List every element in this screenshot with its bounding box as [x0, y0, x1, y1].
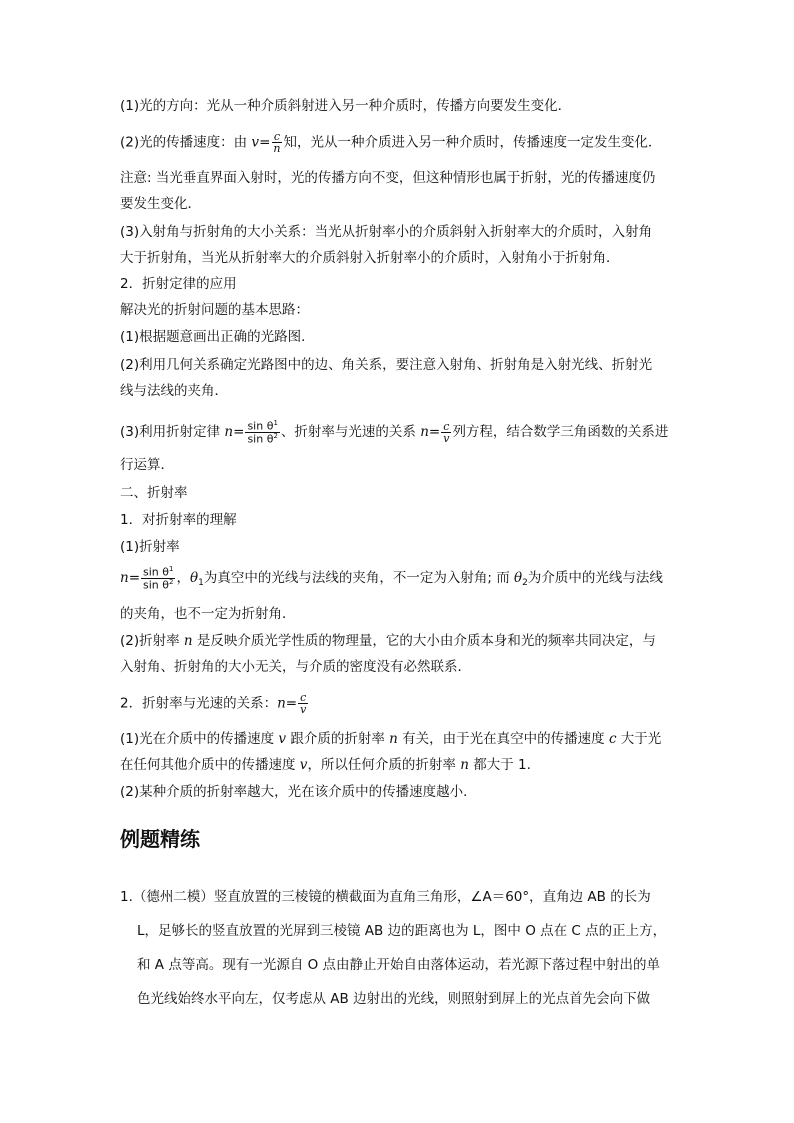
var-v: v: [299, 757, 308, 773]
num-sup: 1: [273, 419, 278, 427]
num-text: sin θ: [143, 565, 170, 579]
subscript: 1: [198, 578, 204, 589]
formula-line2: 的夹角，也不一定为折射角．: [120, 606, 296, 622]
equals: =: [285, 695, 298, 712]
denominator: [245, 433, 279, 445]
step-2-line2: 线与法线的夹角．: [120, 383, 228, 399]
den-text: sin θ: [247, 432, 274, 446]
text: ，所以任何介质的折射率: [307, 757, 461, 773]
num-text: sin θ: [247, 419, 274, 433]
step-2-line1: (2)利用几何关系确定光路图中的边、角关系，要注意入射角、折射角是入射光线、折射光: [120, 357, 653, 373]
formula-refractive-index: [120, 566, 794, 593]
equals: =: [128, 570, 141, 587]
denominator: [141, 579, 175, 591]
examples-heading: 例题精练: [120, 827, 200, 851]
text: (3)利用折射定律: [120, 424, 225, 441]
text: (2)光的传播速度：由: [120, 134, 252, 151]
question-1-line2: L，足够长的竖直放置的光屏到三棱镜 AB 边的距离也为 L，图中 O 点在 C 点的正上方，: [137, 923, 667, 939]
equals: =: [259, 134, 271, 151]
equals: =: [428, 424, 441, 441]
text: 为真空中的光线与法线的夹角，不一定为入射角; 而: [203, 570, 514, 587]
denominator: v: [443, 431, 450, 445]
text: 为介质中的光线与法线: [527, 570, 663, 587]
text: 在任何其他介质中的传播速度: [120, 757, 300, 773]
paragraph-light-direction: (1)光的方向：光从一种介质斜射进入另一种介质时，传播方向要发生变化．: [120, 98, 572, 114]
text: 跟介质的折射率: [286, 731, 390, 747]
paragraph-note-line2: 要发生变化．: [120, 196, 201, 212]
fraction-sin-ratio: [245, 420, 279, 444]
var-theta2: θ: [514, 570, 523, 587]
text: (2)折射率: [120, 633, 184, 649]
text: 2．折射率与光速的关系：: [120, 695, 278, 712]
paragraph-intro: 解决光的折射问题的基本思路：: [120, 302, 309, 318]
paragraph-angle-line1: (3)入射角与折射角的大小关系：当光从折射率小的介质斜射入折射率大的介质时，入射角: [120, 224, 653, 240]
question-1-line1: 1.（德州二模）竖直放置的三棱镜的横截面为直角三角形，∠A＝60°，直角边 AB 的长为: [120, 889, 651, 905]
question-1-line4: 色光线始终水平向左，仅考虑从 AB 边射出的光线，则照射到屏上的光点首先会向下做: [137, 991, 651, 1007]
text: ，: [176, 570, 190, 587]
question-1-line3: 和 A 点等高。现有一光源自 O 点由静止开始自由落体运动，若光源下落过程中射出的单: [137, 957, 661, 973]
var-v: v: [278, 731, 287, 747]
item-2-line1: [120, 631, 794, 651]
var-n: n: [389, 731, 398, 747]
subscript: 2: [522, 578, 528, 589]
fraction-sin-ratio: [141, 566, 175, 590]
denominator: v: [300, 703, 307, 716]
var-n: n: [460, 757, 469, 773]
paragraph-note-line1: 注意: 当光垂直界面入射时，光的传播方向不变，但这种情形也属于折射，光的传播速度仍: [120, 170, 656, 186]
step-1: (1)根据题意画出正确的光路图．: [120, 329, 315, 345]
var-c: c: [608, 731, 617, 747]
fraction-c-over-v: [298, 692, 308, 715]
den-sup: 2: [273, 431, 278, 440]
text: (1)光在介质中的传播速度: [120, 731, 279, 747]
equals: =: [233, 424, 245, 441]
num-sup: 1: [169, 565, 174, 573]
text: 大于光: [616, 731, 662, 747]
var-v: v: [251, 134, 260, 151]
speed-item-1-line2: [120, 755, 794, 775]
paragraph-angle-line2: 大于折射角，当光从折射率大的介质斜射入折射率小的介质时，入射角小于折射角．: [120, 250, 620, 266]
text: 是反映介质光学性质的物理量，它的大小由介质本身和光的频率共同决定，与: [192, 633, 656, 649]
text: 知，光从一种介质进入另一种介质时，传播速度一定发生变化．: [283, 134, 662, 151]
speed-item-2: (2)某种介质的折射率越大，光在该介质中的传播速度越小．: [120, 784, 477, 800]
text: 、折射率与光速的关系: [280, 424, 421, 441]
var-n: n: [120, 570, 129, 587]
var-n: n: [224, 424, 234, 441]
denominator: n: [273, 142, 281, 155]
part-title-refractive-index: 二、折射率: [120, 485, 188, 501]
item-refractive-index: (1)折射率: [120, 539, 180, 555]
var-n: n: [183, 633, 193, 649]
step-3-line2: 行运算．: [120, 457, 174, 473]
speed-item-1-line1: [120, 729, 794, 749]
subsection-speed-relation: [120, 692, 794, 715]
numerator: c: [300, 691, 307, 704]
text: 都大于 1.: [468, 757, 531, 773]
var-n: n: [420, 424, 429, 441]
fraction-c-over-v: [441, 421, 451, 444]
step-3-line1: [120, 420, 794, 444]
text: 有关，由于光在真空中的传播速度: [397, 731, 609, 747]
subsection-understanding: 1．对折射率的理解: [120, 512, 237, 528]
den-text: sin θ: [143, 578, 170, 592]
fraction-c-over-n: [271, 131, 282, 154]
var-theta1: θ: [189, 570, 199, 587]
numerator: c: [443, 419, 450, 433]
item-2-line2: 入射角、折射角的大小无关，与介质的密度没有必然联系．: [120, 659, 471, 675]
den-sup: 2: [169, 577, 174, 586]
numerator: c: [273, 130, 280, 143]
var-n: n: [277, 695, 286, 712]
section-title-application: 2．折射定律的应用: [120, 276, 237, 292]
text: 列方程，结合数学三角函数的关系进: [452, 424, 669, 441]
paragraph-light-speed: [120, 131, 794, 154]
